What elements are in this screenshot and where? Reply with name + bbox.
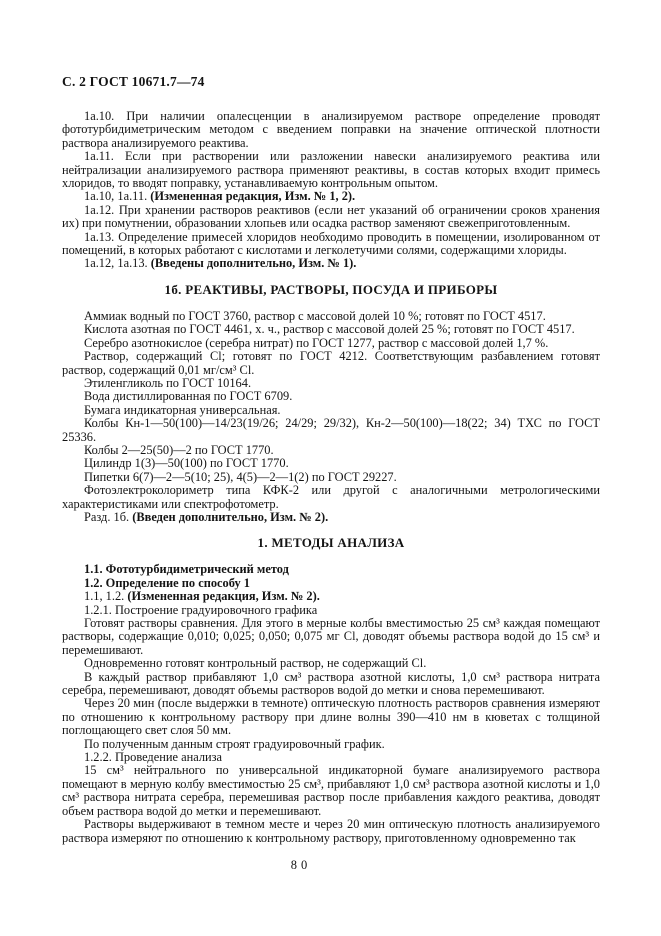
paragraph bbox=[62, 671, 600, 698]
paragraph bbox=[62, 323, 600, 336]
content-area bbox=[62, 74, 600, 845]
bold-text-run: 1.1. Фототурбидиметрический метод bbox=[84, 562, 289, 577]
section-heading: 1. МЕТОДЫ АНАЛИЗА bbox=[257, 535, 405, 551]
text-run: 1а.12, 1а.13. bbox=[84, 256, 151, 271]
paragraph bbox=[62, 417, 600, 444]
paragraph bbox=[62, 617, 600, 657]
paragraph bbox=[62, 697, 600, 737]
text-run: 1.2.2. Проведение анализа bbox=[84, 750, 223, 765]
text-run: 15 см³ нейтрального по универсальной индикаторной бумаге анализируемого раствора помещают в мерную колбу вместимостью 25 см³, прибавляют 1,0 см³ раствора азотной кислоты и 1,0 см³ раствора нитрата серебра, перемешивая раствор после прибавления каждого реактива, доводят объем раствора водой до метки и перемешивают. bbox=[62, 763, 600, 818]
page-header: С. 2 ГОСТ 10671.7—74 bbox=[62, 74, 205, 89]
page-number: 80 bbox=[290, 858, 312, 872]
paragraph bbox=[62, 577, 600, 590]
text-run: Раствор, содержащий Cl; готовят по ГОСТ 4212. Соответствующим разбавлением готовят раствор, содержащий 0,01 мг/см³ Cl. bbox=[62, 349, 600, 377]
text-run: Аммиак водный по ГОСТ 3760, раствор с массовой долей 10 %; готовят по ГОСТ 4517. bbox=[84, 308, 546, 323]
text-run: Вода дистиллированная по ГОСТ 6709. bbox=[84, 389, 293, 404]
bold-text-run: (Введены дополнительно, Изм. № 1). bbox=[150, 256, 357, 271]
text-run: Серебро азотнокислое (серебра нитрат) по ГОСТ 1277, раствор с массовой долей 1,7 %. bbox=[84, 335, 549, 350]
bold-text-run: (Измененная редакция, Изм. № 1, 2). bbox=[150, 189, 356, 204]
text-run: Кислота азотная по ГОСТ 4461, х. ч., раствор с массовой долей 25 %; готовят по ГОСТ 4517. bbox=[84, 322, 575, 337]
text-run: 1.2.1. Построение градуировочного графика bbox=[84, 602, 318, 617]
paragraph bbox=[62, 764, 600, 818]
bold-text-run: 1.2. Определение по способу 1 bbox=[84, 575, 250, 590]
paragraph bbox=[62, 471, 600, 484]
text-run: Цилиндр 1(3)—50(100) по ГОСТ 1770. bbox=[84, 456, 289, 471]
paragraph bbox=[62, 511, 600, 524]
paragraph bbox=[62, 190, 600, 203]
paragraph bbox=[62, 150, 600, 190]
paragraph bbox=[62, 337, 600, 350]
text-run: 1а.10, 1а.11. bbox=[84, 189, 151, 204]
paragraph bbox=[62, 457, 600, 470]
paragraph bbox=[62, 257, 600, 270]
text-run: Фотоэлектроколориметр типа КФК-2 или другой с аналогичными метрологическими характеристиками или спектрофотометр. bbox=[62, 483, 600, 511]
paragraph bbox=[62, 590, 600, 603]
text-run: Готовят растворы сравнения. Для этого в мерные колбы вместимостью 25 см³ каждая помещают растворы, содержащие 0,010; 0,025; 0,050; 0,075 мг Cl, доводят объемы раствора водой до 15 см³ и перемешивают. bbox=[62, 616, 600, 657]
paragraph bbox=[62, 110, 600, 150]
text-run: 1а.12. При хранении растворов реактивов (если нет указаний об ограничении сроков хранения их) при помутнении, образовании хлопьев или осадка раствор заменяют свежеприготовленным. bbox=[62, 202, 600, 231]
paragraph bbox=[62, 738, 600, 751]
paragraph bbox=[62, 484, 600, 511]
text-run: Одновременно готовят контрольный раствор, не содержащий Cl. bbox=[84, 656, 427, 671]
text-run: Разд. 1б. bbox=[84, 509, 133, 524]
text-run: 1а.11. Если при растворении или разложении навески анализируемого реактива или нейтрализации анализируемого раствора применяют реактивы, в состав которых входит примесь хлоридов, то вводят поправку, устанавливаемую контрольным опытом. bbox=[62, 149, 600, 191]
text-run: Этиленгликоль по ГОСТ 10164. bbox=[84, 375, 252, 390]
paragraph bbox=[62, 231, 600, 258]
text-run: В каждый раствор прибавляют 1,0 см³ раствора азотной кислоты, 1,0 см³ раствора нитрата серебра, перемешивают, доводят объемы растворов водой до метки и снова перемешивают. bbox=[62, 669, 600, 698]
section-heading: 1б. РЕАКТИВЫ, РАСТВОРЫ, ПОСУДА И ПРИБОРЫ bbox=[164, 281, 498, 297]
bold-text-run: (Введен дополнительно, Изм. № 2). bbox=[132, 509, 329, 524]
text-run: Пипетки 6(7)—2—5(10; 25), 4(5)—2—1(2) по ГОСТ 29227. bbox=[84, 469, 397, 484]
text-run: Бумага индикаторная универсальная. bbox=[84, 402, 281, 417]
paragraph bbox=[62, 444, 600, 457]
paragraph bbox=[62, 751, 600, 764]
text-run: По полученным данным строят градуировочный график. bbox=[84, 736, 385, 751]
text-run: Колбы 2—25(50)—2 по ГОСТ 1770. bbox=[84, 442, 274, 457]
text-run: 1а.10. При наличии опалесценции в анализируемом растворе определение проводят фототурбидиметрическим методом с введением поправки на значение оптической плотности раствора анализируемого реактива. bbox=[62, 109, 600, 150]
text-run: 1а.13. Определение примесей хлоридов необходимо проводить в помещении, изолированном от помещений, в которых работают с кислотами и легколетучими солями, содержащими хлориды. bbox=[62, 229, 600, 258]
paragraph bbox=[62, 390, 600, 403]
paragraph bbox=[62, 818, 600, 845]
content-blocks bbox=[62, 110, 600, 845]
paragraph bbox=[62, 204, 600, 231]
paragraph bbox=[62, 377, 600, 390]
paragraph bbox=[62, 657, 600, 670]
paragraph bbox=[62, 563, 600, 576]
text-run: Через 20 мин (после выдержки в темноте) оптическую плотность растворов сравнения измеряют по отношению к контрольному раствору при длине волны 390—410 нм в кюветах с толщиной поглощающего свет слоя 50 мм. bbox=[62, 696, 600, 738]
text-run: 1.1, 1.2. bbox=[84, 589, 128, 604]
text-run: Растворы выдерживают в темном месте и через 20 мин оптическую плотность анализируемого раствора измеряют по отношению к контрольному раствору, приготовленному одновременно так bbox=[62, 817, 600, 845]
text-run: Колбы Кн-1—50(100)—14/23(19/26; 24/29; 29/32), Кн-2—50(100)—18(22; 34) ТХС по ГОСТ 25336. bbox=[62, 416, 600, 444]
paragraph bbox=[62, 604, 600, 617]
paragraph bbox=[62, 404, 600, 417]
bold-text-run: (Измененная редакция, Изм. № 2). bbox=[127, 589, 320, 604]
paragraph bbox=[62, 310, 600, 323]
paragraph bbox=[62, 350, 600, 377]
